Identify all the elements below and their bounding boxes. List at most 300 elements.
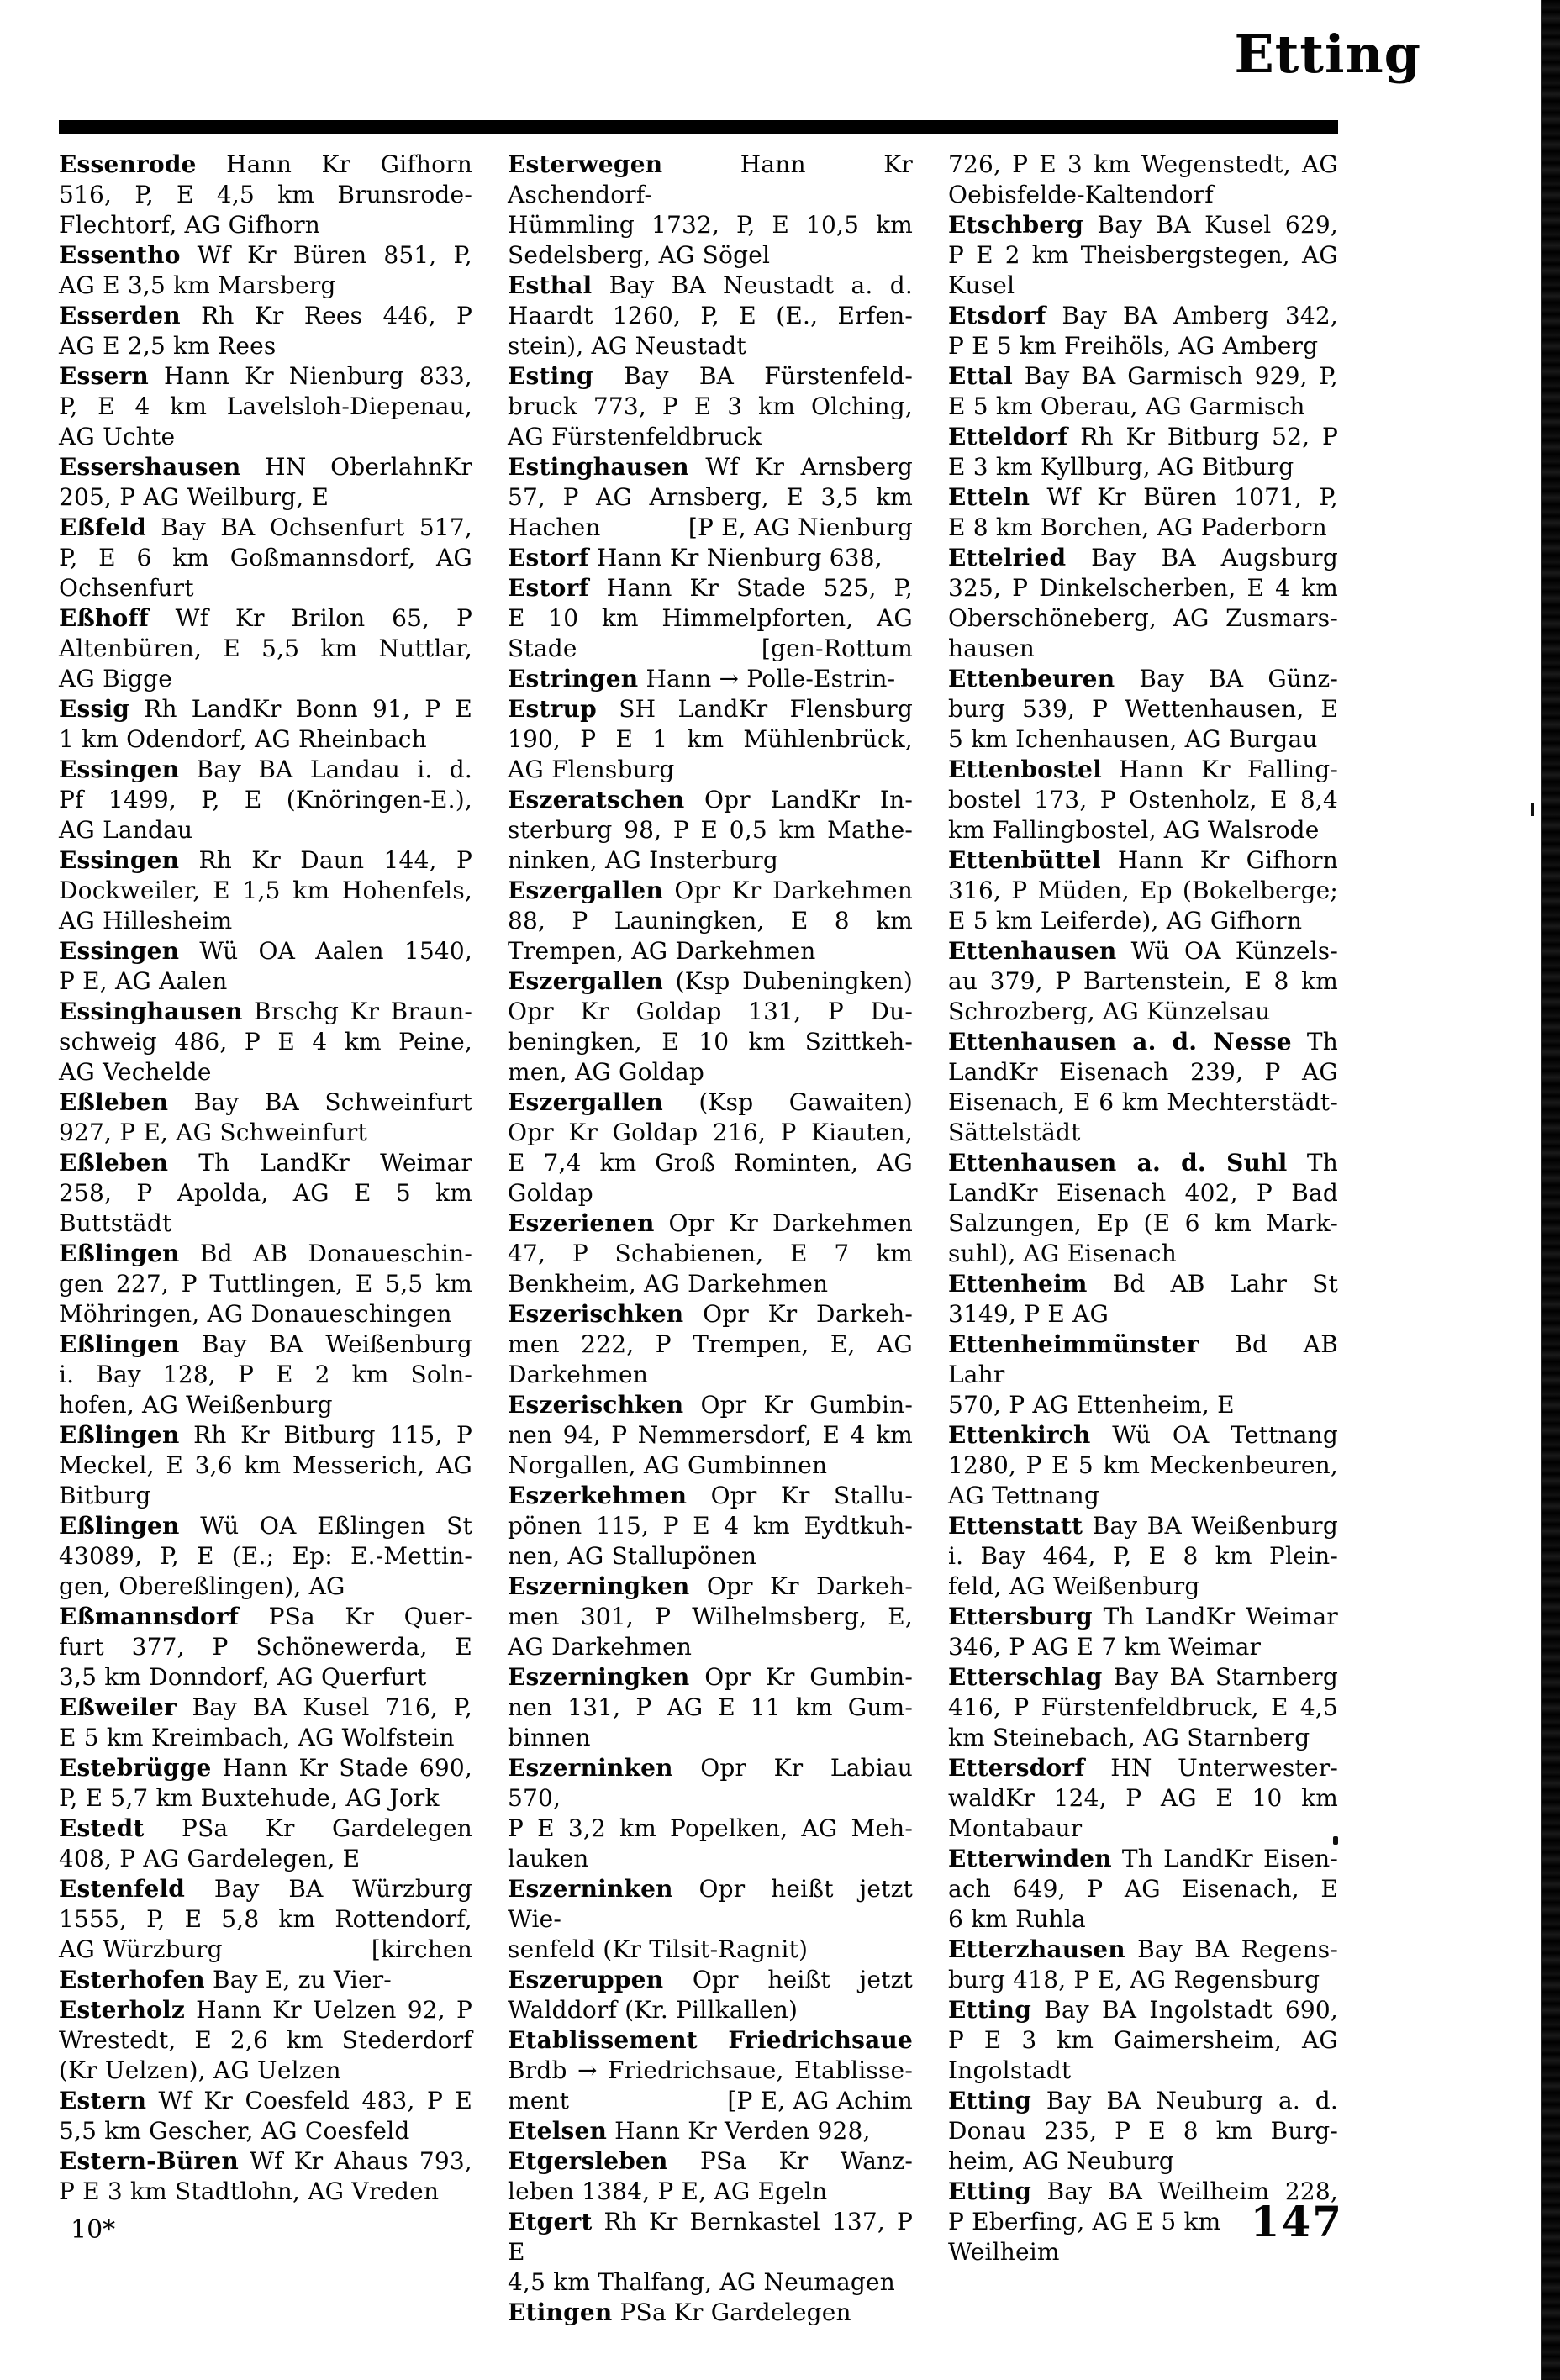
entry-line: 570, P AG Ettenheim, E xyxy=(948,1391,1235,1419)
entry-line: gen, Obereßlingen), AG xyxy=(59,1572,345,1600)
entry-line: Eßleben Bay BA Schweinfurt xyxy=(59,1088,472,1116)
entry-line: burg 418, P E, AG Regensburg xyxy=(948,1966,1320,1993)
entry-line: Möhringen, AG Donaueschingen xyxy=(59,1300,452,1328)
entry-line: Ettenbeuren Bay BA Günz- xyxy=(948,665,1338,692)
entry-line: binnen xyxy=(508,1724,591,1751)
entry-headword: Estern xyxy=(59,2087,147,2114)
gazetteer-entry xyxy=(59,240,472,301)
entry-headword: Eßlingen xyxy=(59,1330,180,1358)
gazetteer-entry xyxy=(59,1148,472,1239)
entry-line: Eszerningken Opr Kr Darkeh- xyxy=(508,1572,913,1600)
gazetteer-entry xyxy=(59,1511,472,1602)
entry-line: Essinghausen Brschg Kr Braun- xyxy=(59,998,472,1025)
entry-line: Estern Wf Kr Coesfeld 483, P E xyxy=(59,2087,472,2114)
gazetteer-entry xyxy=(948,1753,1338,1844)
entry-line: beningken, E 10 km Szittkeh- xyxy=(508,1028,913,1056)
entry-headword: Estringen xyxy=(508,665,639,692)
entry-line: km Fallingbostel, AG Walsrode xyxy=(948,816,1320,844)
entry-headword: Ettersburg xyxy=(948,1603,1093,1630)
entry-line: Essern Hann Kr Nienburg 833, xyxy=(59,362,472,390)
entry-line: Estorf Hann Kr Stade 525, P, xyxy=(508,574,913,602)
entry-line: 416, P Fürstenfeldbruck, E 4,5 xyxy=(948,1693,1338,1721)
entry-line: 205, P AG Weilburg, E xyxy=(59,483,329,511)
entry-line: Bitburg xyxy=(59,1482,151,1509)
entry-line: ach 649, P AG Eisenach, E xyxy=(948,1875,1338,1903)
entry-line: lauken xyxy=(508,1845,589,1872)
gazetteer-entry xyxy=(508,1572,913,1662)
entry-line: au 379, P Bartenstein, E 8 km xyxy=(948,967,1338,995)
footer-page-number: 147 xyxy=(1250,2197,1343,2246)
entry-line: Pf 1499, P, E (Knöringen-E.), xyxy=(59,786,472,814)
entry-headword: Estrup xyxy=(508,695,597,723)
entry-line: 47, P Schabienen, E 7 km xyxy=(508,1240,913,1267)
entry-line: Opr Kr Goldap 216, P Kiauten, xyxy=(508,1119,913,1146)
entry-headword: Eßfeld xyxy=(59,513,146,541)
entry-line: Estedt PSa Kr Gardelegen xyxy=(59,1814,472,1842)
entry-line: Meckel, E 3,6 km Messerich, AG xyxy=(59,1451,472,1479)
gazetteer-entry xyxy=(948,755,1338,845)
entry-line: (Kr Uelzen), AG Uelzen xyxy=(59,2056,341,2084)
entry-line xyxy=(508,2086,913,2116)
bracket-catchword: [P E, AG Nienburg xyxy=(688,513,913,541)
entry-line: 5 km Ichenhausen, AG Burgau xyxy=(948,725,1318,753)
entry-line-text: Stade xyxy=(508,634,577,662)
column xyxy=(508,150,913,2328)
entry-line: Eßlingen Wü OA Eßlingen St xyxy=(59,1512,472,1540)
entry-line: Esthal Bay BA Neustadt a. d. xyxy=(508,271,913,299)
entry-line: Eßlingen Bd AB Donaueschin- xyxy=(59,1240,472,1267)
gazetteer-entry xyxy=(59,1965,472,1995)
entry-headword: Ettenbostel xyxy=(948,756,1102,783)
entry-line: Eszerischken Opr Kr Gumbin- xyxy=(508,1391,913,1419)
entry-line: bostel 173, P Ostenholz, E 8,4 xyxy=(948,786,1338,814)
entry-line: P E 3 km Gaimersheim, AG xyxy=(948,2026,1338,2054)
entry-line: Goldap xyxy=(508,1179,593,1207)
gazetteer-entry xyxy=(59,513,472,603)
gazetteer-entry xyxy=(948,422,1338,482)
entry-headword: Etelsen xyxy=(508,2117,608,2145)
gazetteer-entry xyxy=(59,997,472,1087)
entry-line: P E 3,2 km Popelken, AG Meh- xyxy=(508,1814,913,1842)
entry-headword: Etsdorf xyxy=(948,302,1046,329)
entry-line: Etterschlag Bay BA Starnberg xyxy=(948,1663,1338,1691)
ink-speck xyxy=(1333,1836,1338,1845)
entry-line: Montabaur xyxy=(948,1814,1083,1842)
entry-line: Ettenheimmünster Bd AB Lahr xyxy=(948,1330,1338,1388)
entry-line: Etterzhausen Bay BA Regens- xyxy=(948,1935,1338,1963)
entry-headword: Etgersleben xyxy=(508,2147,668,2175)
gazetteer-entry xyxy=(508,876,913,966)
entry-line: Ettersdorf HN Unterwester- xyxy=(948,1754,1338,1782)
entry-headword: Eszeruppen xyxy=(508,1966,664,1993)
entry-headword: Eszerischken xyxy=(508,1300,684,1328)
entry-line-text: AG Würzburg xyxy=(59,1935,223,1963)
entry-line: suhl), AG Eisenach xyxy=(948,1240,1177,1267)
entry-headword: Ettenkirch xyxy=(948,1421,1091,1449)
entry-headword: Eßlingen xyxy=(59,1512,180,1540)
entry-headword: Eszergallen xyxy=(508,967,663,995)
entry-line: Eßhoff Wf Kr Brilon 65, P xyxy=(59,604,472,632)
entry-line: Sedelsberg, AG Sögel xyxy=(508,241,771,269)
entry-line: Estorf Hann Kr Nienburg 638, xyxy=(508,544,883,571)
gazetteer-entry xyxy=(508,1390,913,1481)
entry-line: Esterhofen Bay E, zu Vier- xyxy=(59,1966,392,1993)
entry-line: 346, P AG E 7 km Weimar xyxy=(948,1633,1262,1661)
entry-line: 726, P E 3 km Wegenstedt, AG xyxy=(948,150,1338,178)
entry-line: P E, AG Aalen xyxy=(59,967,228,995)
entry-headword: Esting xyxy=(508,362,593,390)
gazetteer-entry xyxy=(508,2116,913,2146)
gazetteer-entry xyxy=(508,543,913,573)
entry-line: Estern-Büren Wf Kr Ahaus 793, xyxy=(59,2147,472,2175)
entry-line: AG Uchte xyxy=(59,423,176,450)
gazetteer-entry xyxy=(59,1420,472,1511)
gazetteer-entry xyxy=(948,1662,1338,1753)
entry-line: Ettenheim Bd AB Lahr St xyxy=(948,1270,1338,1298)
entry-line: burg 539, P Wettenhausen, E xyxy=(948,695,1338,723)
entry-line: Eßmannsdorf PSa Kr Quer- xyxy=(59,1603,472,1630)
gazetteer-entry xyxy=(948,2086,1338,2177)
gazetteer-entry xyxy=(948,210,1338,301)
entry-line: LandKr Eisenach 239, P AG xyxy=(948,1058,1338,1086)
entry-line: Eßfeld Bay BA Ochsenfurt 517, xyxy=(59,513,472,541)
entry-headword: Eßlingen xyxy=(59,1421,180,1449)
gazetteer-entry xyxy=(508,2025,913,2116)
entry-headword: Etterschlag xyxy=(948,1663,1103,1691)
entry-line: E 7,4 km Groß Rominten, AG xyxy=(508,1149,913,1177)
gazetteer-entry xyxy=(948,1995,1338,2086)
entry-line: i. Bay 464, P, E 8 km Plein- xyxy=(948,1542,1338,1570)
entry-line: Ettal Bay BA Garmisch 929, P, xyxy=(948,362,1338,390)
entry-line: Ingolstadt xyxy=(948,2056,1072,2084)
entry-line: Eszerningken Opr Kr Gumbin- xyxy=(508,1663,913,1691)
entry-headword: Essentho xyxy=(59,241,181,269)
entry-line: Darkehmen xyxy=(508,1361,649,1388)
entry-line: E 10 km Himmelpforten, AG xyxy=(508,604,913,632)
entry-headword: Etablissement Friedrichsaue xyxy=(508,2026,913,2054)
entry-line: Eisenach, E 6 km Mechterstädt- xyxy=(948,1088,1338,1116)
entry-line: Essentho Wf Kr Büren 851, P, xyxy=(59,241,472,269)
entry-line: Etting Bay BA Weilheim 228, xyxy=(948,2177,1338,2205)
entry-headword: Eßleben xyxy=(59,1149,169,1177)
entry-headword: Eszerninken xyxy=(508,1754,673,1782)
entry-line: Brdb → Friedrichsaue, Etablisse- xyxy=(508,2056,913,2084)
gazetteer-entry xyxy=(508,1753,913,1874)
entry-headword: Eßlingen xyxy=(59,1240,180,1267)
entry-line: P E 5 km Freihöls, AG Amberg xyxy=(948,332,1319,360)
gazetteer-entry xyxy=(508,1208,913,1299)
entry-headword: Etting xyxy=(948,1996,1031,2024)
entry-headword: Ettenstatt xyxy=(948,1512,1083,1540)
entry-line: 1280, P E 5 km Meckenbeuren, xyxy=(948,1451,1338,1479)
entry-headword: Eszerninken xyxy=(508,1875,673,1903)
entry-line: schweig 486, P E 4 km Peine, xyxy=(59,1028,472,1056)
entry-line: Essershausen HN OberlahnKr xyxy=(59,453,472,481)
gazetteer-entry xyxy=(59,603,472,694)
entry-line: Opr Kr Goldap 131, P Du- xyxy=(508,998,913,1025)
text-columns xyxy=(59,150,1338,2328)
gazetteer-entry xyxy=(948,482,1338,543)
gazetteer-entry xyxy=(59,845,472,936)
entry-line-text: Hachen xyxy=(508,513,601,541)
entry-line: ninken, AG Insterburg xyxy=(508,846,779,874)
entry-line: men, AG Goldap xyxy=(508,1058,704,1086)
entry-line: Eßlingen Rh Kr Bitburg 115, P xyxy=(59,1421,472,1449)
gazetteer-entry xyxy=(59,2086,472,2146)
entry-headword: Essenrode xyxy=(59,150,197,178)
entry-headword: Estinghausen xyxy=(508,453,689,481)
entry-line: 3149, P E AG xyxy=(948,1300,1109,1328)
gazetteer-entry xyxy=(948,1602,1338,1662)
entry-line: E 5 km Leiferde), AG Gifhorn xyxy=(948,907,1303,935)
entry-line: 408, P AG Gardelegen, E xyxy=(59,1845,361,1872)
entry-line: hofen, AG Weißenburg xyxy=(59,1391,333,1419)
gazetteer-entry xyxy=(508,1662,913,1753)
entry-line: Eszerninken Opr Kr Labiau 570, xyxy=(508,1754,913,1812)
entry-headword: Ettenbüttel xyxy=(948,846,1101,874)
gazetteer-entry xyxy=(948,1269,1338,1330)
entry-line: 88, P Launingken, E 8 km xyxy=(508,907,913,935)
gazetteer-entry xyxy=(59,1753,472,1814)
entry-headword: Esterhofen xyxy=(59,1966,205,1993)
gazetteer-entry xyxy=(948,845,1338,936)
entry-headword: Ettal xyxy=(948,362,1013,390)
entry-line: Essingen Bay BA Landau i. d. xyxy=(59,756,472,783)
entry-headword: Essingen xyxy=(59,937,180,965)
entry-line: Oebisfelde-Kaltendorf xyxy=(948,181,1214,208)
entry-line: Buttstädt xyxy=(59,1209,172,1237)
entry-line: Etting Bay BA Ingolstadt 690, xyxy=(948,1996,1338,2024)
entry-line: Etschberg Bay BA Kusel 629, xyxy=(948,211,1338,239)
entry-line: Etterwinden Th LandKr Eisen- xyxy=(948,1845,1338,1872)
entry-line: E 5 km Kreimbach, AG Wolfstein xyxy=(59,1724,455,1751)
header-rule xyxy=(59,120,1338,134)
entry-headword: Eßmannsdorf xyxy=(59,1603,240,1630)
entry-line: P Eberfing, AG E 5 km Weilheim xyxy=(948,2208,1221,2266)
gazetteer-entry xyxy=(508,361,913,452)
entry-line: Flechtorf, AG Gifhorn xyxy=(59,211,321,239)
entry-line: 258, P Apolda, AG E 5 km xyxy=(59,1179,472,1207)
entry-headword: Esserden xyxy=(59,302,181,329)
entry-line: 516, P, E 4,5 km Brunsrode- xyxy=(59,181,472,208)
entry-headword: Ettenheim xyxy=(948,1270,1088,1298)
entry-line: Eßweiler Bay BA Kusel 716, P, xyxy=(59,1693,472,1721)
entry-line: Ettersburg Th LandKr Weimar xyxy=(948,1603,1338,1630)
entry-line: furt 377, P Schönewerda, E xyxy=(59,1633,472,1661)
gazetteer-entry xyxy=(508,785,913,876)
bracket-catchword: [kirchen xyxy=(371,1935,472,1963)
entry-line: i. Bay 128, P E 2 km Soln- xyxy=(59,1361,472,1388)
gazetteer-entry xyxy=(59,1602,472,1693)
entry-line: km Steinebach, AG Starnberg xyxy=(948,1724,1310,1751)
entry-headword: Essingen xyxy=(59,756,180,783)
entry-line: Ettenhausen Wü OA Künzels- xyxy=(948,937,1338,965)
entry-line xyxy=(508,513,913,543)
entry-line: AG Tettnang xyxy=(948,1482,1099,1509)
entry-line: P, E 6 km Goßmannsdorf, AG xyxy=(59,544,472,571)
entry-line: Ettenbostel Hann Kr Falling- xyxy=(948,756,1338,783)
entry-line: Benkheim, AG Darkehmen xyxy=(508,1270,829,1298)
gazetteer-entry xyxy=(59,1087,472,1148)
gazetteer-entry xyxy=(508,1481,913,1572)
gazetteer-entry xyxy=(508,1874,913,1965)
gazetteer-entry xyxy=(508,2146,913,2207)
entry-headword: Estebrügge xyxy=(59,1754,212,1782)
entry-line: heim, AG Neuburg xyxy=(948,2147,1174,2175)
entry-headword: Eßhoff xyxy=(59,604,149,632)
entry-headword: Etterzhausen xyxy=(948,1935,1125,1963)
gazetteer-entry xyxy=(508,966,913,1087)
entry-headword: Eßweiler xyxy=(59,1693,177,1721)
bracket-catchword: [P E, AG Achim xyxy=(727,2087,913,2114)
entry-line: Schrozberg, AG Künzelsau xyxy=(948,998,1271,1025)
entry-line: AG Fürstenfeldbruck xyxy=(508,423,762,450)
entry-line: Eszerninken Opr heißt jetzt Wie- xyxy=(508,1875,913,1933)
entry-headword: Esterwegen xyxy=(508,150,663,178)
entry-line: Essenrode Hann Kr Gifhorn xyxy=(59,150,472,178)
entry-line: Trempen, AG Darkehmen xyxy=(508,937,816,965)
entry-headword: Eszerienen xyxy=(508,1209,655,1237)
entry-line: hausen xyxy=(948,634,1035,662)
entry-line: Eszerischken Opr Kr Darkeh- xyxy=(508,1300,913,1328)
gazetteer-entry xyxy=(948,150,1338,210)
entry-line: stein), AG Neustadt xyxy=(508,332,746,360)
gazetteer-entry xyxy=(59,2146,472,2207)
scan-edge-artifact xyxy=(1541,0,1560,2380)
gazetteer-entry xyxy=(948,1027,1338,1148)
entry-line: AG Hillesheim xyxy=(59,907,233,935)
entry-line: senfeld (Kr Tilsit-Ragnit) xyxy=(508,1935,809,1963)
entry-line: Ettelried Bay BA Augsburg xyxy=(948,544,1338,571)
entry-line: Eszerkehmen Opr Kr Stallu- xyxy=(508,1482,913,1509)
entry-line: AG E 3,5 km Marsberg xyxy=(59,271,336,299)
gazetteer-entry xyxy=(948,543,1338,664)
gazetteer-entry xyxy=(59,694,472,755)
footer-signature-mark: 10* xyxy=(71,2215,116,2245)
entry-line: Eszergallen (Ksp Dubeningken) xyxy=(508,967,913,995)
entry-line: Essingen Wü OA Aalen 1540, xyxy=(59,937,472,965)
entry-headword: Essig xyxy=(59,695,130,723)
entry-line: Donau 235, P E 8 km Burg- xyxy=(948,2117,1338,2145)
entry-headword: Eßleben xyxy=(59,1088,169,1116)
entry-line: AG Bigge xyxy=(59,665,173,692)
entry-line: Oberschöneberg, AG Zusmars- xyxy=(948,604,1338,632)
gazetteer-entry xyxy=(59,452,472,513)
gazetteer-entry xyxy=(508,694,913,785)
entry-headword: Eszergallen xyxy=(508,877,663,904)
entry-headword: Esthal xyxy=(508,271,593,299)
column xyxy=(59,150,472,2328)
entry-headword: Esterholz xyxy=(59,1996,185,2024)
gazetteer-entry xyxy=(59,1693,472,1753)
entry-line: Etteln Wf Kr Büren 1071, P, xyxy=(948,483,1338,511)
entry-line: P, E 5,7 km Buxtehude, AG Jork xyxy=(59,1784,440,1812)
gazetteer-entry xyxy=(59,1814,472,1874)
entry-headword: Essingen xyxy=(59,846,180,874)
gazetteer-entry xyxy=(508,150,913,271)
entry-headword: Etschberg xyxy=(948,211,1083,239)
entry-line: Eßlingen Bay BA Weißenburg xyxy=(59,1330,472,1358)
entry-line: Esterwegen Hann Kr Aschendorf- xyxy=(508,150,913,208)
entry-line: P, E 4 km Lavelsloh-Diepenau, xyxy=(59,392,472,420)
entry-line: P E 3 km Stadtlohn, AG Vreden xyxy=(59,2177,440,2205)
entry-headword: Estorf xyxy=(508,544,589,571)
entry-headword: Essinghausen xyxy=(59,998,243,1025)
entry-headword: Etting xyxy=(948,2087,1031,2114)
entry-line: 6 km Ruhla xyxy=(948,1905,1086,1933)
entry-line: Etingen PSa Kr Gardelegen xyxy=(508,2298,851,2326)
entry-headword: Eszeratschen xyxy=(508,786,685,814)
gazetteer-entry xyxy=(508,2207,913,2298)
gazetteer-entry xyxy=(508,1087,913,1208)
entry-headword: Eszergallen xyxy=(508,1088,663,1116)
gazetteer-entry xyxy=(508,452,913,543)
entry-headword: Eszerischken xyxy=(508,1391,684,1419)
entry-headword: Essern xyxy=(59,362,149,390)
gazetteer-entry xyxy=(948,301,1338,361)
entry-line: Etteldorf Rh Kr Bitburg 52, P xyxy=(948,423,1338,450)
entry-line: Eszergallen (Ksp Gawaiten) xyxy=(508,1088,913,1116)
entry-line: Esserden Rh Kr Rees 446, P xyxy=(59,302,472,329)
entry-line: nen, AG Stallupönen xyxy=(508,1542,757,1570)
gazetteer-entry xyxy=(508,664,913,694)
entry-line: gen 227, P Tuttlingen, E 5,5 km xyxy=(59,1270,472,1298)
entry-line: Altenbüren, E 5,5 km Nuttlar, xyxy=(59,634,472,662)
entry-line: 4,5 km Thalfang, AG Neumagen xyxy=(508,2268,895,2296)
entry-line: Kusel xyxy=(948,271,1015,299)
entry-line: bruck 773, P E 3 km Olching, xyxy=(508,392,913,420)
entry-line: 190, P E 1 km Mühlenbrück, xyxy=(508,725,913,753)
entry-line: 1555, P, E 5,8 km Rottendorf, xyxy=(59,1905,472,1933)
entry-line: Eszeruppen Opr heißt jetzt xyxy=(508,1966,913,1993)
entry-line: sterburg 98, P E 0,5 km Mathe- xyxy=(508,816,913,844)
entry-headword: Etteln xyxy=(948,483,1030,511)
gazetteer-entry xyxy=(59,755,472,845)
gazetteer-entry xyxy=(59,1874,472,1965)
entry-line: AG Darkehmen xyxy=(508,1633,693,1661)
entry-line: LandKr Eisenach 402, P Bad xyxy=(948,1179,1338,1207)
entry-headword: Etting xyxy=(948,2177,1031,2205)
bracket-catchword: [gen-Rottum xyxy=(761,634,913,662)
ink-speck xyxy=(1531,803,1534,816)
entry-line: E 8 km Borchen, AG Paderborn xyxy=(948,513,1327,541)
entry-headword: Etingen xyxy=(508,2298,613,2326)
entry-line: Ettenhausen a. d. Suhl Th xyxy=(948,1149,1339,1177)
entry-line: nen 131, P AG E 11 km Gum- xyxy=(508,1693,913,1721)
entry-line: Eßleben Th LandKr Weimar xyxy=(59,1149,472,1177)
entry-headword: Essershausen xyxy=(59,453,241,481)
gazetteer-entry xyxy=(508,573,913,664)
gazetteer-entry xyxy=(508,1299,913,1390)
entry-line: Eszerienen Opr Kr Darkehmen xyxy=(508,1209,913,1237)
entry-line: 927, P E, AG Schweinfurt xyxy=(59,1119,367,1146)
entry-line: 57, P AG Arnsberg, E 3,5 km xyxy=(508,483,913,511)
entry-line: waldKr 124, P AG E 10 km xyxy=(948,1784,1338,1812)
entry-line: Eszeratschen Opr LandKr In- xyxy=(508,786,913,814)
entry-line xyxy=(508,2025,913,2056)
gazetteer-entry xyxy=(948,1420,1338,1511)
gazetteer-entry xyxy=(59,1995,472,2086)
entry-line: Etelsen Hann Kr Verden 928, xyxy=(508,2117,871,2145)
page-header-title: Etting xyxy=(1234,24,1421,85)
entry-line: Norgallen, AG Gumbinnen xyxy=(508,1451,828,1479)
entry-line: Etsdorf Bay BA Amberg 342, xyxy=(948,302,1338,329)
gazetteer-entry xyxy=(508,1965,913,2025)
entry-line: Sättelstädt xyxy=(948,1119,1081,1146)
gazetteer-entry xyxy=(59,150,472,240)
entry-line: Etgersleben PSa Kr Wanz- xyxy=(508,2147,913,2175)
entry-line: Hümmling 1732, P, E 10,5 km xyxy=(508,211,913,239)
